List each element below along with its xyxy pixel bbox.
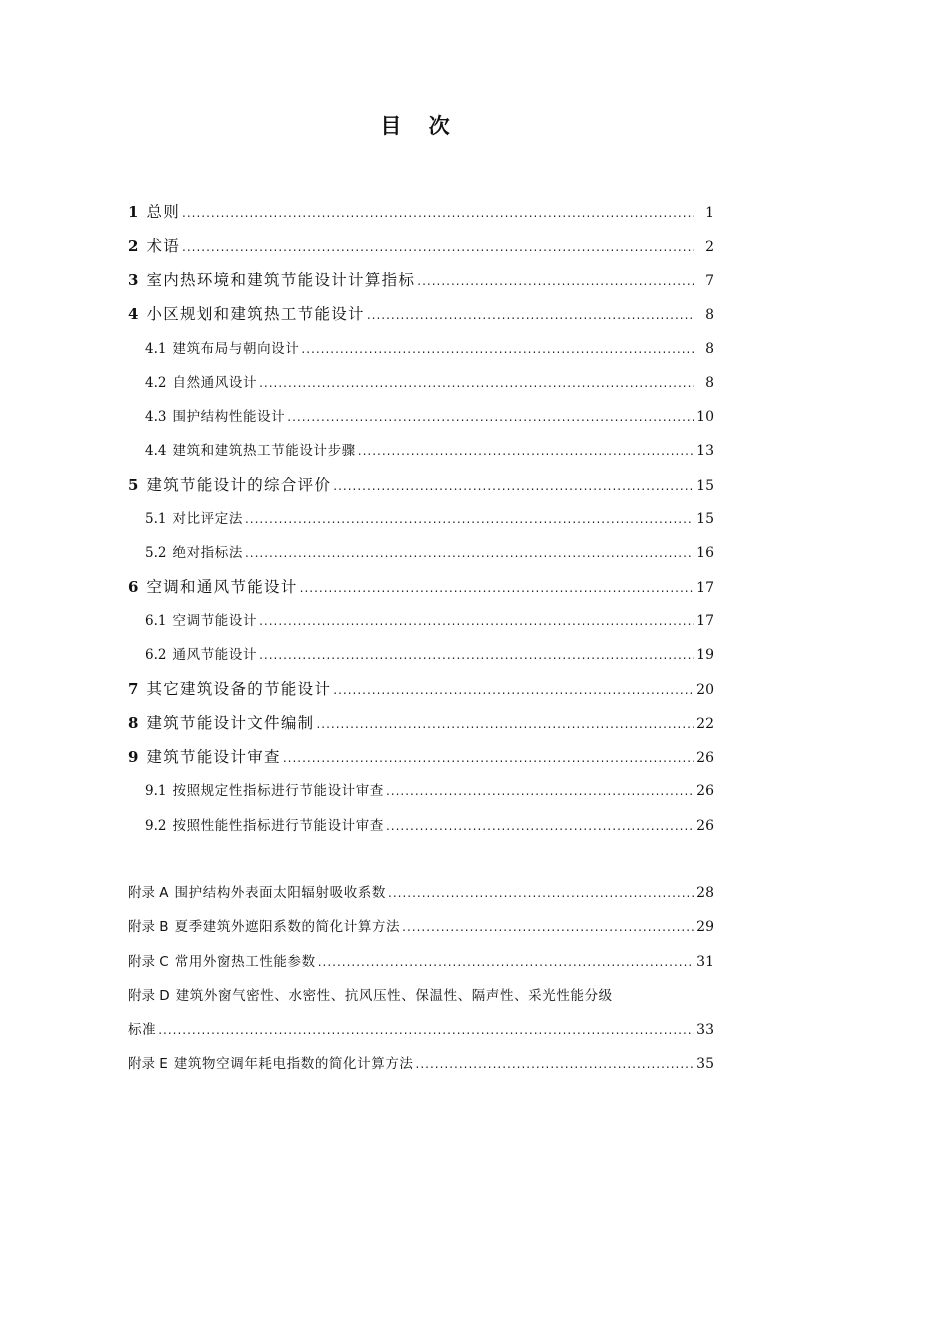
toc-label: 常用外窗热工性能参数	[174, 954, 316, 970]
toc-entry-7[interactable]	[128, 677, 714, 701]
toc-label: 绝对指标法	[172, 545, 243, 561]
toc-page-number: 29	[696, 919, 714, 935]
toc-leader	[417, 274, 694, 288]
toc-page-number: 8	[705, 307, 714, 323]
toc-label: 围护结构外表面太阳辐射吸收系数	[174, 885, 387, 901]
toc-leader	[316, 717, 694, 731]
toc-page-number: 33	[696, 1022, 714, 1038]
toc-number: 6.2	[145, 647, 167, 663]
toc-label: 空调节能设计	[172, 613, 258, 629]
toc-number: 8	[128, 714, 139, 732]
toc-label: 自然通风设计	[172, 375, 258, 391]
toc-page-number: 19	[696, 647, 714, 663]
toc-page-number: 16	[696, 545, 714, 561]
toc-leader	[259, 376, 694, 390]
appendix-prefix: 附录 E	[128, 1056, 168, 1072]
toc-leader	[182, 206, 694, 220]
toc-label: 其它建筑设备的节能设计	[146, 680, 332, 698]
toc-label: 建筑节能设计文件编制	[146, 714, 315, 732]
toc-label: 建筑物空调年耗电指数的简化计算方法	[173, 1056, 414, 1072]
toc-page-number: 2	[705, 239, 714, 255]
toc-entry-4-4[interactable]	[145, 439, 714, 463]
toc-number: 5.1	[145, 511, 167, 527]
toc-number: 7	[128, 680, 139, 698]
toc-leader	[318, 955, 694, 969]
toc-appendix-a[interactable]	[128, 881, 714, 905]
toc-appendix-b[interactable]	[128, 915, 714, 939]
toc-entry-2[interactable]	[128, 234, 714, 258]
toc-entry-1[interactable]	[128, 200, 714, 224]
toc-appendix-d[interactable]	[128, 984, 714, 1008]
toc-page-number: 35	[696, 1056, 714, 1072]
toc-label: 夏季建筑外遮阳系数的简化计算方法	[174, 919, 401, 935]
toc-label: 按照规定性指标进行节能设计审查	[172, 783, 384, 799]
toc-leader	[301, 342, 694, 356]
toc-appendix-c[interactable]	[128, 950, 714, 974]
toc-entry-4-3[interactable]	[145, 405, 714, 429]
toc-number: 3	[128, 271, 139, 289]
toc-entry-5-2[interactable]	[145, 541, 714, 565]
toc-leader	[358, 444, 694, 458]
toc-label-continued: 标准	[128, 1022, 157, 1038]
toc-number: 1	[128, 203, 139, 221]
page-title: 目 次	[380, 113, 460, 138]
toc-page-number: 1	[705, 205, 714, 221]
toc-label: 建筑外窗气密性、水密性、抗风压性、保温性、隔声性、采光性能分级	[175, 988, 613, 1004]
toc-label: 按照性能性指标进行节能设计审查	[172, 818, 384, 834]
toc-appendix-e[interactable]	[128, 1052, 714, 1076]
toc-page-number: 13	[696, 443, 714, 459]
appendix-prefix: 附录 A	[128, 885, 169, 901]
toc-page-number: 26	[696, 783, 714, 799]
toc-number: 9	[128, 748, 139, 766]
toc-number: 4	[128, 305, 139, 323]
toc-leader	[245, 546, 694, 560]
toc-leader	[287, 410, 694, 424]
toc-leader	[402, 920, 694, 934]
toc-page-number: 31	[696, 954, 714, 970]
toc-number: 4.2	[145, 375, 167, 391]
toc-label: 通风节能设计	[172, 647, 258, 663]
appendix-prefix: 附录 C	[128, 954, 169, 970]
toc-page-number: 10	[696, 409, 714, 425]
toc-number: 2	[128, 237, 139, 255]
appendix-prefix: 附录 D	[128, 988, 170, 1004]
toc-leader	[182, 240, 694, 254]
toc-label: 建筑节能设计的综合评价	[146, 476, 332, 494]
toc-page-number: 15	[696, 511, 714, 527]
toc-entry-3[interactable]	[128, 268, 714, 292]
toc-number: 4.4	[145, 443, 167, 459]
toc-leader	[416, 1057, 694, 1071]
toc-appendix-d-continued[interactable]	[128, 1018, 714, 1042]
toc-number: 6	[128, 578, 139, 596]
toc-page-number: 8	[705, 375, 714, 391]
toc-entry-9-1[interactable]	[145, 779, 714, 803]
toc-label: 室内热环境和建筑节能设计计算指标	[146, 271, 416, 289]
toc-number: 5.2	[145, 545, 167, 561]
toc-number: 9.1	[145, 783, 167, 799]
toc-leader	[333, 683, 694, 697]
toc-entry-5-1[interactable]	[145, 507, 714, 531]
toc-number: 6.1	[145, 613, 167, 629]
toc-entry-6-2[interactable]	[145, 643, 714, 667]
toc-leader	[386, 784, 694, 798]
toc-label: 总则	[146, 203, 181, 221]
toc-entry-9[interactable]	[128, 745, 714, 769]
toc-page-number: 7	[705, 273, 714, 289]
toc-label: 围护结构性能设计	[172, 409, 286, 425]
toc-page-number: 17	[696, 613, 714, 629]
toc-page-number: 8	[705, 341, 714, 357]
toc-entry-6[interactable]	[128, 575, 714, 599]
toc-label: 建筑节能设计审查	[146, 748, 281, 766]
appendix-prefix: 附录 B	[128, 919, 169, 935]
toc-number: 4.1	[145, 341, 167, 357]
toc-label: 建筑和建筑热工节能设计步骤	[172, 443, 356, 459]
toc-label: 对比评定法	[172, 511, 243, 527]
toc-leader	[367, 308, 694, 322]
toc-entry-6-1[interactable]	[145, 609, 714, 633]
toc-page-number: 15	[696, 478, 714, 494]
toc-page-number: 26	[696, 818, 714, 834]
toc-entry-4-2[interactable]	[145, 371, 714, 395]
toc-leader	[388, 886, 694, 900]
toc-leader	[386, 819, 694, 833]
toc-entry-4[interactable]	[128, 302, 714, 326]
toc-number: 4.3	[145, 409, 167, 425]
toc-entry-4-1[interactable]	[145, 337, 714, 361]
toc-leader	[158, 1023, 694, 1037]
toc-number: 9.2	[145, 818, 167, 834]
toc-leader	[259, 614, 694, 628]
toc-leader	[333, 479, 694, 493]
toc-page-number: 22	[696, 716, 714, 732]
toc-page-number: 26	[696, 750, 714, 766]
toc-leader	[259, 648, 694, 662]
toc-leader	[283, 751, 694, 765]
toc-entry-8[interactable]	[128, 711, 714, 735]
toc-entry-5[interactable]	[128, 473, 714, 497]
toc-entry-9-2[interactable]	[145, 814, 714, 838]
toc-leader	[245, 512, 694, 526]
toc-label: 建筑布局与朝向设计	[172, 341, 300, 357]
toc-page-number: 28	[696, 885, 714, 901]
toc-page-number: 20	[696, 682, 714, 698]
toc-label: 空调和通风节能设计	[146, 578, 298, 596]
toc-label: 小区规划和建筑热工节能设计	[146, 305, 365, 323]
toc-label: 术语	[146, 237, 181, 255]
toc-page-number: 17	[696, 580, 714, 596]
toc-leader	[300, 581, 694, 595]
toc-number: 5	[128, 476, 139, 494]
